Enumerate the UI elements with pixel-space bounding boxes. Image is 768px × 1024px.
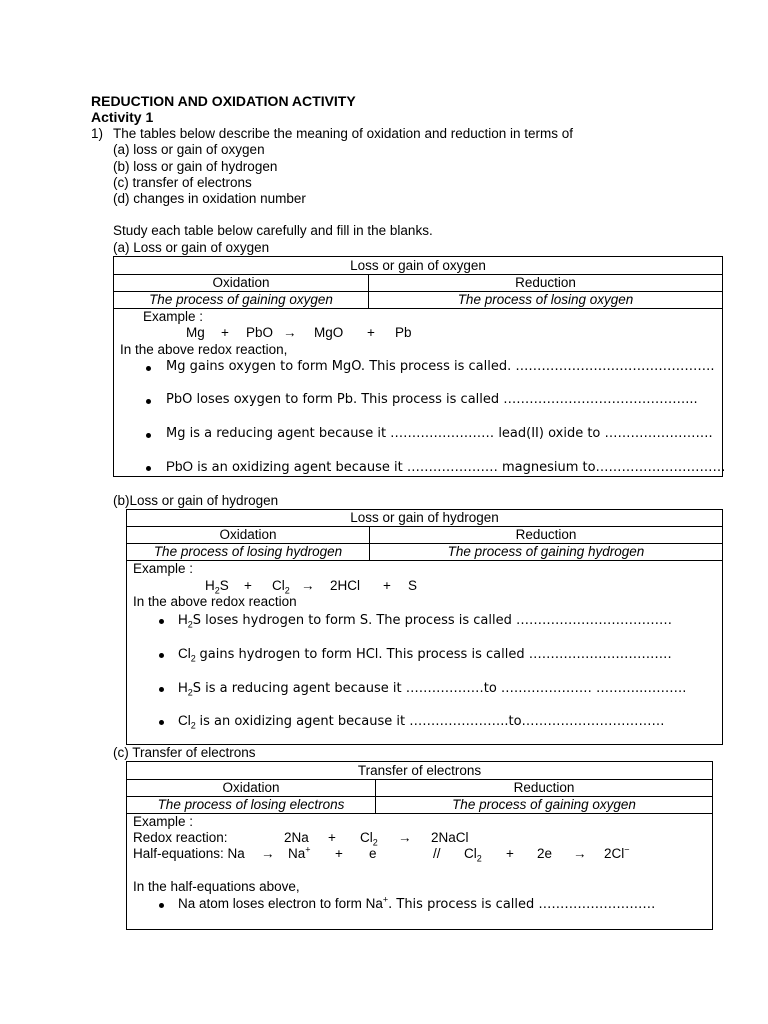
eq-arrow: → [301, 578, 315, 593]
section-c-heading: (c) Transfer of electrons [113, 745, 256, 760]
eq-plus: + [506, 846, 514, 861]
activity-heading: Activity 1 [91, 109, 154, 125]
eq-na: Na [288, 846, 306, 861]
eq-plus: + [335, 846, 343, 861]
fill-in-blank-item [178, 896, 655, 913]
subscript: 2 [372, 837, 378, 848]
example-label: Example : [133, 814, 194, 829]
list-item: (a) loss or gain of oxygen [113, 142, 265, 157]
eq-plus: + [244, 578, 252, 593]
eq-cl: Cl [360, 830, 373, 845]
fill-in-blank-item [178, 646, 672, 663]
eq-term: MgO [314, 325, 344, 340]
example-label: Example : [143, 309, 204, 324]
formula-pbo: PbO [166, 459, 194, 474]
eq-electron: e [369, 846, 377, 861]
subscript: 2 [190, 720, 196, 731]
superscript: + [305, 844, 311, 855]
subscript: 2 [476, 853, 482, 864]
oxidation-definition: The process of losing electrons [157, 797, 345, 812]
column-reduction: Reduction [515, 527, 577, 542]
eq-plus: + [328, 830, 336, 845]
eq-term: PbO [246, 325, 274, 340]
eq-term: Mg [186, 325, 205, 340]
fill-in-blank-text: gains hydrogen to form HCl. This process is called …………………………… [199, 647, 672, 662]
fill-in-blank-item [178, 612, 672, 629]
example-label: Example : [133, 561, 194, 576]
formula-h: H [178, 612, 188, 627]
table-title: Transfer of electrons [357, 763, 482, 778]
eq-s: S [408, 578, 418, 593]
eq-term: Pb [395, 325, 412, 340]
page-title: REDUCTION AND OXIDATION ACTIVITY [91, 93, 356, 109]
section-b-heading: (b)Loss or gain of hydrogen [113, 493, 279, 508]
subscript: 2 [190, 653, 196, 664]
formula-h: H [178, 680, 188, 695]
eq-2na: 2Na [284, 830, 309, 845]
eq-cl: Cl [464, 846, 477, 861]
eq-cl2 [464, 846, 482, 862]
subscript: 2 [214, 585, 220, 596]
eq-cl2 [272, 578, 290, 594]
eq-chloride [604, 846, 630, 862]
above-reaction-text: In the above redox reaction [133, 594, 297, 609]
reduction-definition: The process of gaining hydrogen [447, 544, 645, 559]
formula-cl: Cl [178, 646, 191, 661]
eq-cl2 [360, 830, 378, 846]
eq-hcl: 2HCl [330, 578, 361, 593]
fill-in-blank-item [166, 459, 726, 476]
oxidation-definition: The process of gaining oxygen [149, 292, 333, 307]
subscript: 2 [187, 687, 193, 698]
column-oxidation: Oxidation [212, 275, 270, 290]
above-reaction-text: In the above redox reaction, [120, 342, 288, 357]
half-equations-label: Half-equations: Na [133, 846, 245, 861]
table-title: Loss or gain of oxygen [350, 258, 486, 273]
fill-in-blank-item [178, 713, 665, 730]
superscript: − [624, 844, 630, 855]
fill-in-blank-item: Mg is a reducing agent because it …………………… lead(II) oxide to ……………………. [166, 426, 713, 441]
list-item: (c) transfer of electrons [113, 175, 252, 190]
column-oxidation: Oxidation [219, 527, 277, 542]
fill-in-blank-text: is an oxidizing agent because it ………………… magnesium to………………………… [197, 460, 726, 475]
reduction-definition: The process of gaining oxygen [452, 797, 636, 812]
section-a-heading: (a) Loss or gain of oxygen [113, 240, 270, 255]
fill-in-blank-text: S loses hydrogen to form S. The process is called ……………………………… [192, 613, 672, 628]
eq-s: S [219, 578, 229, 593]
subscript: 2 [187, 619, 193, 630]
study-instruction: Study each table below carefully and fill in the blanks. [113, 223, 433, 238]
fill-in-blank-text: . This process is called ……………………… [388, 897, 656, 912]
electron-table [126, 761, 713, 930]
redox-label: Redox reaction: [133, 830, 228, 845]
eq-plus: + [383, 578, 391, 593]
list-item: (b) loss or gain of hydrogen [113, 159, 278, 174]
eq-plus: + [367, 325, 375, 340]
list-item: (d) changes in oxidation number [113, 191, 306, 206]
reduction-definition: The process of losing oxygen [457, 292, 634, 307]
column-reduction: Reduction [513, 780, 575, 795]
eq-plus: + [221, 325, 229, 340]
column-reduction: Reduction [515, 275, 576, 290]
fill-in-blank-item [178, 680, 686, 697]
oxidation-definition: The process of losing hydrogen [153, 544, 343, 559]
half-equations-above-text: In the half-equations above, [133, 879, 300, 894]
subscript: 2 [284, 585, 290, 596]
fill-in-blank-text: Na atom loses electron to form Na [178, 896, 383, 911]
hydrogen-table [126, 509, 723, 745]
eq-arrow: → [398, 830, 412, 845]
question-number: 1) [91, 126, 104, 141]
eq-h2s [205, 578, 229, 594]
eq-h: H [205, 578, 215, 593]
column-oxidation: Oxidation [222, 780, 280, 795]
eq-2nacl: 2NaCl [431, 830, 469, 845]
eq-arrow: → [261, 846, 275, 861]
fill-in-blank-item: Mg gains oxygen to form MgO. This process is called. ………………………………………. [166, 359, 715, 374]
superscript: + [382, 894, 389, 905]
fill-in-blank-text: is an oxidizing agent because it …………………..to…………………………… [199, 714, 665, 729]
eq-2cl: 2Cl [604, 846, 625, 861]
fill-in-blank-text: S is a reducing agent because it ………………to ………………… ………..………. [192, 681, 687, 696]
eq-na-ion [288, 846, 311, 862]
eq-cl: Cl [272, 578, 285, 593]
formula-cl: Cl [178, 713, 191, 728]
fill-in-blank-item: PbO loses oxygen to form Pb. This process is called ……………………………………... [166, 392, 698, 407]
eq-separator: // [433, 846, 441, 861]
oxygen-table [113, 256, 726, 477]
question-intro: The tables below describe the meaning of oxidation and reduction in terms of [113, 126, 574, 141]
eq-arrow: → [573, 846, 587, 861]
eq-arrow: → [283, 325, 297, 340]
eq-2e: 2e [537, 846, 553, 861]
table-title: Loss or gain of hydrogen [350, 510, 499, 525]
